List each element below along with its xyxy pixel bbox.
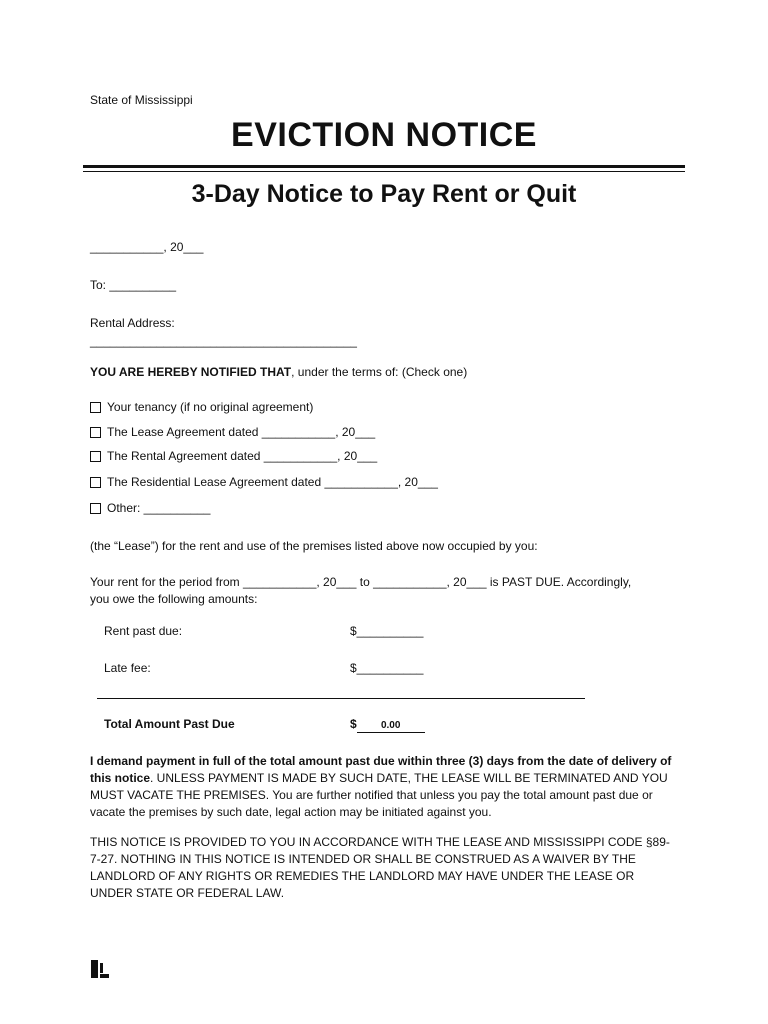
title-rule-thin xyxy=(83,171,685,172)
option-lease-agreement[interactable] xyxy=(90,425,375,439)
total-amount xyxy=(350,717,425,733)
notified-statement xyxy=(90,365,467,379)
checkbox-icon[interactable] xyxy=(90,503,101,514)
option-label: Your tenancy (if no original agreement) xyxy=(107,400,314,414)
option-label: The Residential Lease Agreement dated ___________, 20___ xyxy=(107,475,438,489)
rent-past-due-value: $__________ xyxy=(350,624,424,638)
total-label: Total Amount Past Due xyxy=(104,717,235,731)
document-subtitle: 3-Day Notice to Pay Rent or Quit xyxy=(191,180,577,208)
total-currency: $ xyxy=(350,717,357,731)
checkbox-icon[interactable] xyxy=(90,427,101,438)
amounts-separator xyxy=(97,698,585,699)
late-fee-value: $__________ xyxy=(350,661,424,675)
checkbox-icon[interactable] xyxy=(90,451,101,462)
demand-paragraph xyxy=(90,753,680,821)
option-residential-lease[interactable] xyxy=(90,475,438,489)
date-field: ___________, 20___ xyxy=(90,240,204,254)
option-other[interactable] xyxy=(90,501,210,515)
option-rental-agreement[interactable] xyxy=(90,449,377,463)
late-fee-label: Late fee: xyxy=(104,661,151,675)
title-rule-thick xyxy=(83,165,685,168)
rental-address-label: Rental Address: xyxy=(90,316,175,330)
rent-past-due-label: Rent past due: xyxy=(104,624,183,638)
notified-bold: YOU ARE HEREBY NOTIFIED THAT xyxy=(90,365,292,379)
rent-period-line1: Your rent for the period from ___________, 20___ to ___________, 20___ is PAST DUE. Accordingly, xyxy=(90,575,632,589)
checkbox-icon[interactable] xyxy=(90,402,101,413)
rental-address-blank: ________________________________________ xyxy=(90,334,357,348)
state-label: State of Mississippi xyxy=(90,93,193,107)
option-label: The Rental Agreement dated ___________, 20___ xyxy=(107,449,378,463)
option-label: Other: __________ xyxy=(107,501,211,515)
lease-sentence: (the “Lease”) for the rent and use of the premises listed above now occupied by you: xyxy=(90,539,538,553)
legal-paragraph: THIS NOTICE IS PROVIDED TO YOU IN ACCORDANCE WITH THE LEASE AND MISSISSIPPI CODE §89-7-27. NOTHING IN THIS NOTICE IS INTENDED OR SHALL BE CONSTRUED AS A WAIVER BY THE LANDLORD OF ANY RIGHTS OR REMEDIES THE LANDLORD MAY HAVE UNDER THE LEASE OR UNDER STATE OR FEDERAL LAW. xyxy=(90,835,670,900)
demand-rest: . UNLESS PAYMENT IS MADE BY SUCH DATE, THE LEASE WILL BE TERMINATED AND YOU MUST VACATE THE PREMISES. You are further notified that unless you pay the total amount past due or vacate the premises by such date, legal action may be initiated against you. xyxy=(90,771,668,819)
option-tenancy[interactable] xyxy=(90,400,313,414)
document-title: EVICTION NOTICE xyxy=(231,116,537,154)
option-label: The Lease Agreement dated ___________, 20___ xyxy=(107,425,376,439)
notified-rest: , under the terms of: (Check one) xyxy=(291,365,468,379)
demand-bold: I demand payment in full of the total amount past due within three (3) days from the date of delivery of this notice xyxy=(90,754,672,785)
to-field: To: __________ xyxy=(90,278,177,292)
rent-period-line2: you owe the following amounts: xyxy=(90,592,258,606)
total-value: 0.00 xyxy=(357,720,425,733)
checkbox-icon[interactable] xyxy=(90,477,101,488)
brand-logo-icon xyxy=(91,960,109,978)
